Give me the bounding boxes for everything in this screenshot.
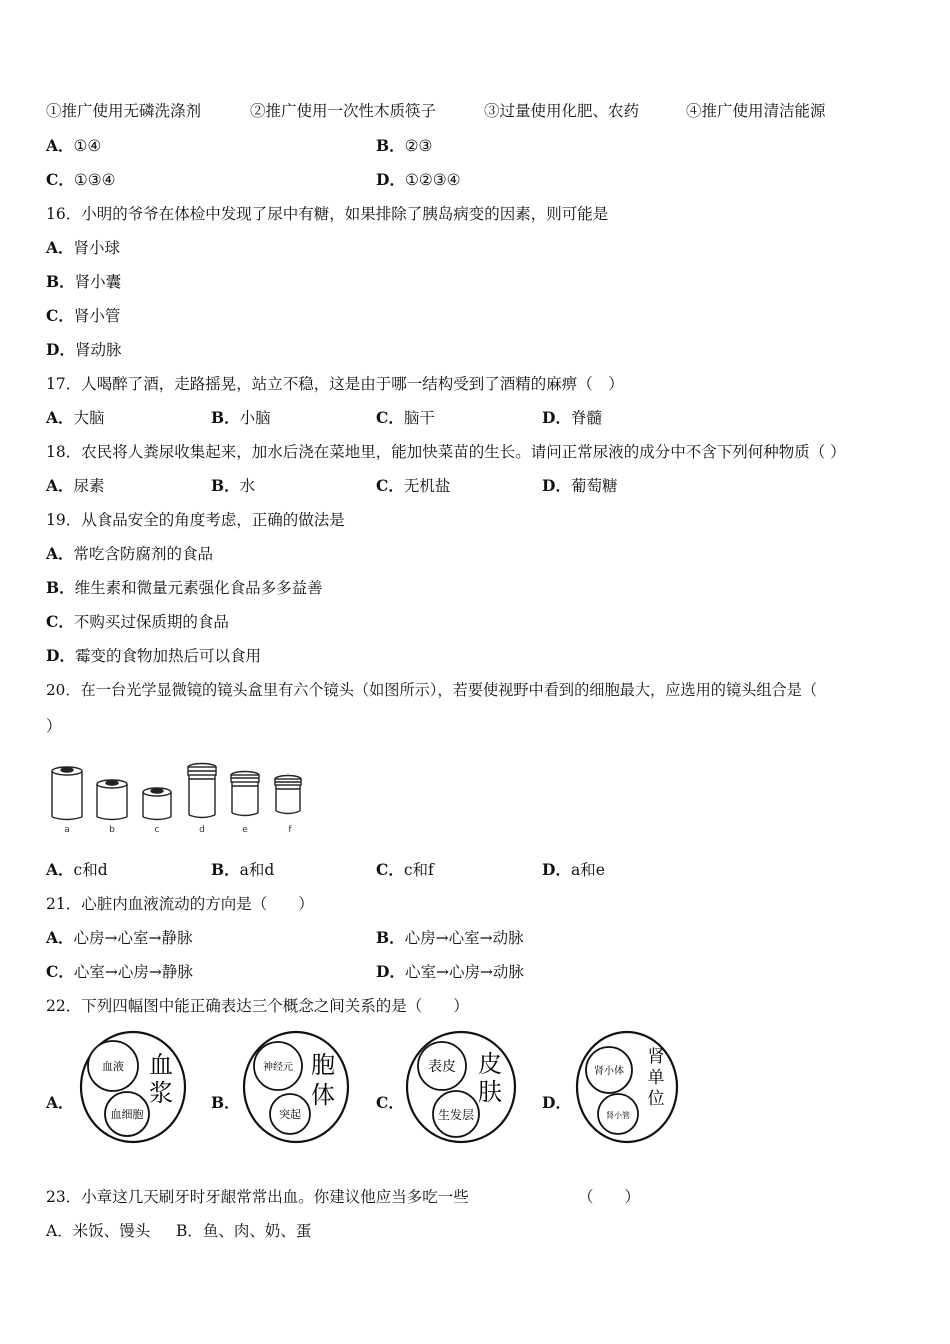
q17-option-d[interactable]: D．脊髓 <box>542 408 602 427</box>
q20-stem-line1: 20．在一台光学显微镜的镜头盒里有六个镜头（如图所示），若要使视野中看到的细胞最大，应选用的镜头组合是（ <box>46 681 818 699</box>
q22-diagram-d-label[interactable]: D． <box>542 1093 571 1112</box>
q18-option-b[interactable]: B．水 <box>211 476 256 495</box>
q22-d-big-2: 单 <box>647 1068 665 1088</box>
q15-option-d[interactable]: D．①②③④ <box>376 170 461 189</box>
q16-option-a[interactable]: A．肾小球 <box>46 238 121 257</box>
q21-option-d[interactable]: D．心室→心房→动脉 <box>376 962 524 981</box>
q20-option-b[interactable]: B．a和d <box>211 860 275 879</box>
q17-stem: 17．人喝醉了酒，走路摇晃，站立不稳，这是由于哪一结构受到了酒精的麻痹（ ） <box>46 375 624 393</box>
q22-a-top: 血液 <box>102 1060 124 1073</box>
lens-label-c: c <box>154 825 160 835</box>
q22-diagram-c[interactable] <box>404 1028 518 1146</box>
lens-c <box>143 788 171 820</box>
q22-diagram-a[interactable] <box>78 1028 188 1146</box>
q22-c-big-2: 肤 <box>478 1078 502 1106</box>
q18-stem: 18．农民将人粪尿收集起来，加水后浇在菜地里，能加快菜苗的生长。请问正常尿液的成分中不含下列何种物质（ ） <box>46 443 846 461</box>
q15-option-b[interactable]: B．②③ <box>376 136 433 155</box>
q18-option-d[interactable]: D．葡萄糖 <box>542 476 618 495</box>
q23-option-b[interactable]: B．鱼、肉、奶、蛋 <box>176 1222 312 1240</box>
q15-item-1: ①推广使用无磷洗涤剂 <box>46 102 202 120</box>
q22-b-big-1: 胞 <box>311 1051 335 1079</box>
q23-stem: 23．小章这几天刷牙时牙龈常常出血。你建议他应当多吃一些 <box>46 1188 469 1206</box>
q22-diagram-d[interactable] <box>574 1028 680 1146</box>
q22-a-big-1: 血 <box>149 1051 173 1079</box>
q17-option-b[interactable]: B．小脑 <box>211 408 271 427</box>
lens-e <box>231 772 259 816</box>
q22-c-bottom: 生发层 <box>437 1108 475 1122</box>
q22-d-big-1: 肾 <box>647 1047 665 1067</box>
q23-option-a[interactable]: A．米饭、馒头 <box>46 1222 151 1240</box>
q19-option-a[interactable]: A．常吃含防腐剂的食品 <box>46 544 214 563</box>
q22-b-bottom: 突起 <box>279 1108 301 1121</box>
q22-diagram-b-label[interactable]: B． <box>211 1093 240 1112</box>
q22-b-top: 神经元 <box>263 1062 293 1073</box>
q22-a-bottom: 血细胞 <box>110 1108 144 1121</box>
lens-label-b: b <box>109 825 115 835</box>
lens-figure <box>46 760 316 840</box>
q22-diagram-c-label[interactable]: C． <box>376 1093 404 1112</box>
q20-option-c[interactable]: C．c和f <box>376 860 434 879</box>
q16-option-b[interactable]: B．肾小囊 <box>46 272 122 291</box>
q22-d-big-3: 位 <box>647 1089 665 1109</box>
q15-option-c[interactable]: C．①③④ <box>46 170 116 189</box>
q23-answer-paren[interactable]: （ ） <box>578 1188 641 1206</box>
q19-option-c[interactable]: C．不购买过保质期的食品 <box>46 612 229 631</box>
q16-option-c[interactable]: C．肾小管 <box>46 306 121 325</box>
q17-option-a[interactable]: A．大脑 <box>46 408 105 427</box>
lens-label-e: e <box>242 825 248 835</box>
lens-b <box>97 780 127 820</box>
q19-option-b[interactable]: B．维生素和微量元素强化食品多多益善 <box>46 578 323 597</box>
q16-stem: 16．小明的爷爷在体检中发现了尿中有糖，如果排除了胰岛病变的因素，则可能是 <box>46 205 609 223</box>
q22-b-big-2: 体 <box>311 1081 335 1109</box>
q17-option-c[interactable]: C．脑干 <box>376 408 435 427</box>
q20-option-a[interactable]: A．c和d <box>46 860 108 879</box>
q16-option-d[interactable]: D．肾动脉 <box>46 340 122 359</box>
q15-item-2: ②推广使用一次性木质筷子 <box>250 102 437 120</box>
q18-option-c[interactable]: C．无机盐 <box>376 476 451 495</box>
q21-option-b[interactable]: B．心房→心室→动脉 <box>376 928 524 947</box>
q22-a-big-2: 浆 <box>149 1079 173 1107</box>
lens-label-a: a <box>64 825 70 835</box>
q21-option-c[interactable]: C．心室→心房→静脉 <box>46 962 193 981</box>
q19-option-d[interactable]: D．霉变的食物加热后可以食用 <box>46 646 261 665</box>
q22-c-big-1: 皮 <box>478 1050 502 1078</box>
lens-f <box>275 776 301 814</box>
lens-label-d: d <box>199 825 205 835</box>
q15-option-a[interactable]: A．①④ <box>46 136 102 155</box>
q22-diagram-b[interactable] <box>241 1028 351 1146</box>
q19-stem: 19．从食品安全的角度考虑，正确的做法是 <box>46 511 345 529</box>
q22-d-top: 肾小体 <box>594 1066 624 1077</box>
q15-item-3: ③过量使用化肥、农药 <box>484 102 640 120</box>
q22-d-bottom: 肾小管 <box>606 1111 630 1120</box>
q22-diagram-a-label[interactable]: A． <box>46 1093 74 1112</box>
q22-c-top: 表皮 <box>428 1059 456 1075</box>
q22-stem: 22．下列四幅图中能正确表达三个概念之间关系的是（ ） <box>46 997 469 1015</box>
lens-d <box>188 764 216 818</box>
q21-option-a[interactable]: A．心房→心室→静脉 <box>46 928 193 947</box>
lens-label-f: f <box>288 825 292 835</box>
q18-option-a[interactable]: A．尿素 <box>46 476 105 495</box>
lens-a <box>52 767 82 820</box>
q20-stem-line2: ） <box>46 717 62 735</box>
q15-item-4: ④推广使用清洁能源 <box>686 102 826 120</box>
q20-option-d[interactable]: D．a和e <box>542 860 605 879</box>
q21-stem: 21．心脏内血液流动的方向是（ ） <box>46 895 314 913</box>
